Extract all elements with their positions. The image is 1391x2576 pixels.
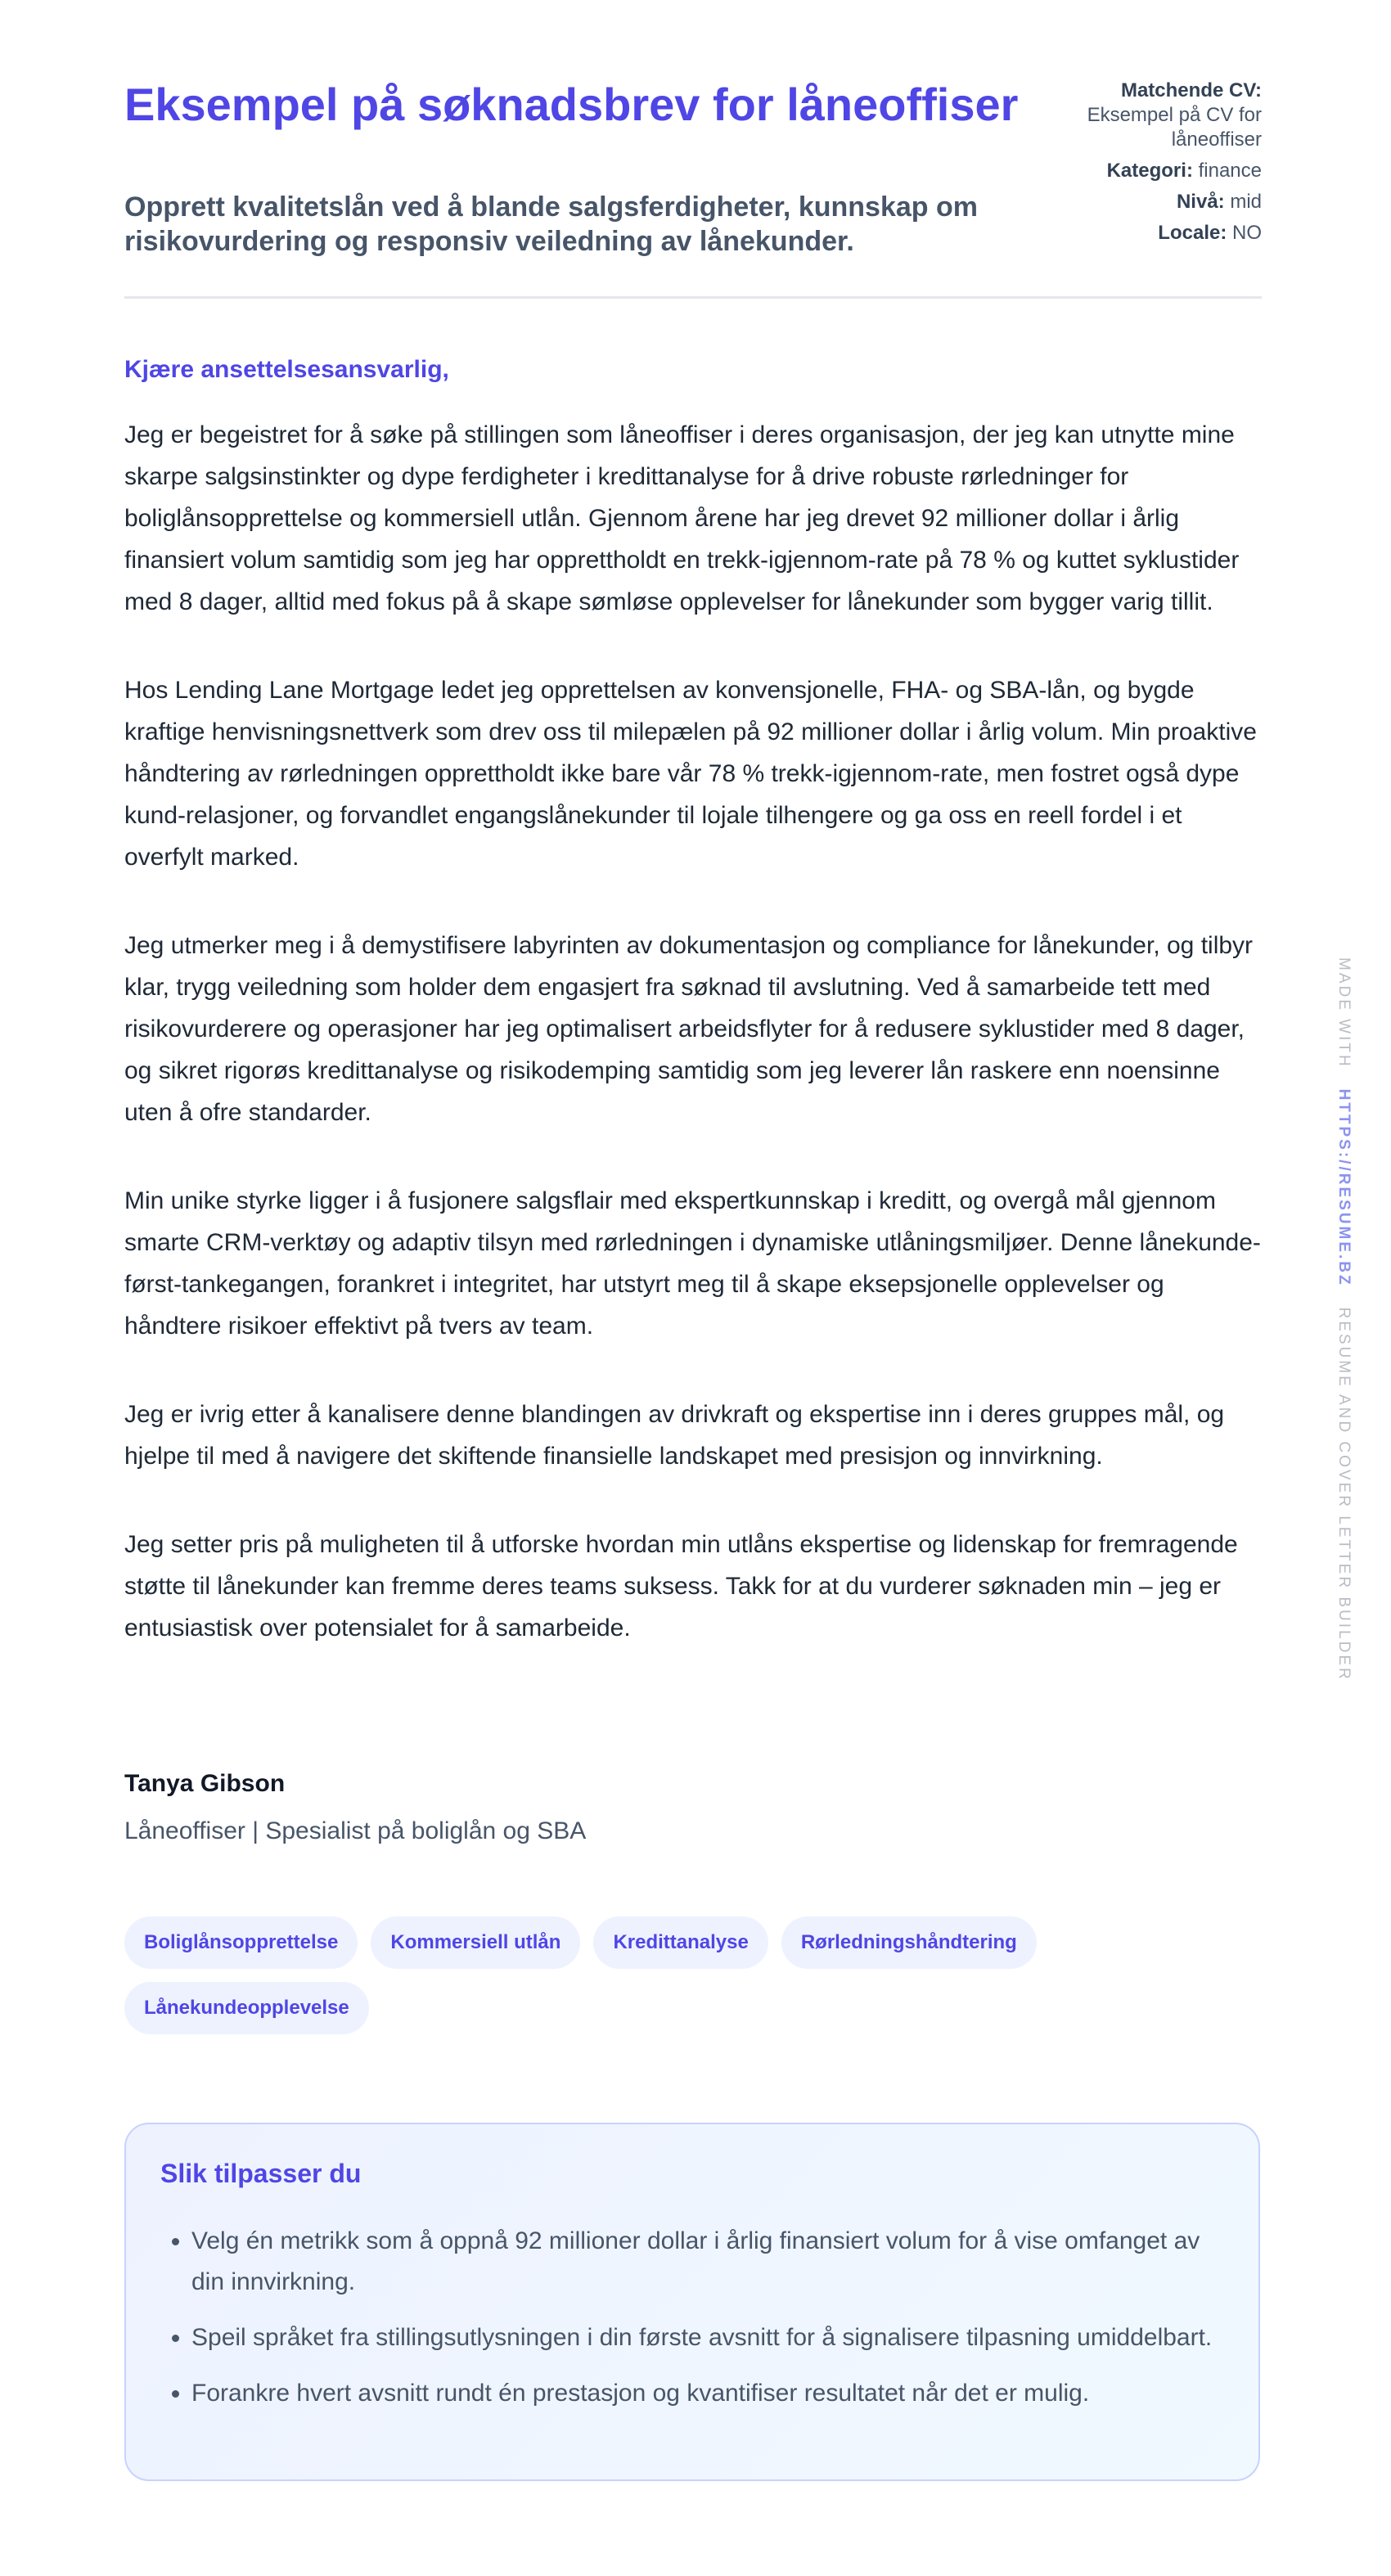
tips-title: Slik tilpasser du	[160, 2159, 362, 2188]
cover-letter-page	[124, 79, 1262, 2407]
meta-level	[1033, 190, 1262, 214]
letter-paragraph: Jeg er ivrig etter å kanalisere denne blandingen av drivkraft og ekspertise inn i deres gruppes mål, og hjelpe til med å navigere det skiftende finansielle landskapet med presisjon og innvirkning.	[124, 1401, 1225, 1470]
skill-tag: Rørledningshåndtering	[781, 1916, 1037, 1969]
signature-role: Låneoffiser | Spesialist på boliglån og SBA	[124, 1817, 587, 1844]
meta-level-label: Nivå:	[1176, 191, 1225, 213]
side-credit	[1327, 957, 1360, 1682]
letter-body	[124, 414, 1262, 1696]
meta-level-value: mid	[1230, 191, 1262, 213]
meta-cv-value: Eksempel på CV for låneoffiser	[1087, 104, 1262, 151]
letter-paragraph: Hos Lending Lane Mortgage ledet jeg opprettelsen av konvensjonelle, FHA- og SBA-lån, og bygde kraftige henvisningsnettverk som drev oss til milepælen på 92 millioner dollar i årlig volum. Min proaktive håndtering av rørledningen opprettholdt ikke bare vår 78 % trekk-igjennom-rate, men fostret også dype kund-relasjoner, og forvandlet engangslånekunder til lojale tilhengere og ga oss en reell fordel i et overfylt marked.	[124, 677, 1257, 871]
skill-tag: Kommersiell utlån	[371, 1916, 580, 1969]
letter-paragraph: Min unike styrke ligger i å fusjonere salgsflair med ekspertkunnskap i kreditt, og overgå mål gjennom smarte CRM-verktøy og adaptiv tilsyn med rørledningen i dynamiske utlåningsmiljøer. Denne lånekunde-først-tankegangen, forankret i integritet, har utstyrt meg til å skape eksepsjonelle opplevelser og håndtere risikoer effektivt på tvers av team.	[124, 1187, 1261, 1340]
credit-prefix: MADE WITH	[1335, 957, 1353, 1069]
meta-panel	[1033, 79, 1262, 252]
skill-tag: Boliglånsopprettelse	[124, 1916, 358, 1969]
meta-category-label: Kategori:	[1106, 160, 1193, 182]
tips-item: • Speil språket fra stillingsutlysningen i din første avsnitt for å signalisere tilpasning umiddelbart.	[191, 2317, 1222, 2358]
credit-text	[1335, 957, 1353, 1682]
meta-locale	[1033, 221, 1262, 245]
letter-paragraph: Jeg setter pris på muligheten til å utforske hvordan min utlåns ekspertise og lidenskap for fremragende støtte til lånekunder kan fremme deres teams suksess. Takk for at du vurderer søknaden min – jeg er entusiastisk over potensialet for å samarbeide.	[124, 1531, 1238, 1642]
credit-suffix: RESUME AND COVER LETTER BUILDER	[1335, 1307, 1353, 1682]
tips-item: • Forankre hvert avsnitt rundt én prestasjon og kvantifiser resultatet når det er mulig.	[191, 2373, 1222, 2414]
meta-cv-label: Matchende CV:	[1120, 79, 1262, 101]
meta-locale-label: Locale:	[1158, 222, 1227, 244]
tips-box	[124, 2123, 1260, 2481]
skill-tag: Lånekundeopplevelse	[124, 1982, 369, 2034]
tips-list	[160, 2221, 1222, 2429]
page-subtitle: Opprett kvalitetslån ved å blande salgsferdigheter, kunnskap om risikovurdering og responsiv veiledning av lånekunder.	[124, 191, 978, 257]
meta-category	[1033, 159, 1262, 183]
tips-item: • Velg én metrikk som å oppnå 92 millioner dollar i årlig finansiert volum for å vise omfanget av din innvirkning.	[191, 2221, 1222, 2303]
meta-matching-cv	[1033, 79, 1262, 152]
signature-name: Tanya Gibson	[124, 1770, 286, 1797]
letter-paragraph: Jeg er begeistret for å søke på stillingen som låneoffiser i deres organisasjon, der jeg kan utnytte mine skarpe salgsinstinkter og dype ferdigheter i kredittanalyse for å drive robuste rørledninger for boliglånsopprettelse og kommersiell utlån. Gjennom årene har jeg drevet 92 millioner dollar i årlig finansiert volum samtidig som jeg har opprettholdt en trekk-igjennom-rate på 78 % og kuttet syklustider med 8 dager, alltid med fokus på å skape sømløse opplevelser for lånekunder som bygger varig tillit.	[124, 421, 1240, 615]
page-title: Eksempel på søknadsbrev for låneoffiser	[124, 79, 1019, 130]
letter-paragraph: Jeg utmerker meg i å demystifisere labyrinten av dokumentasjon og compliance for lånekunder, og tilbyr klar, trygg veiledning som holder dem engasjert fra søknad til avslutning. Ved å samarbeide tett med risikovurderere og operasjoner har jeg optimalisert arbeidsflyter for å redusere syklustider med 8 dager, og sikret rigorøs kredittanalyse og risikodemping samtidig som jeg leverer lån raskere enn noensinne uten å ofre standarder.	[124, 932, 1254, 1126]
skill-tag: Kredittanalyse	[593, 1916, 768, 1969]
letter-greeting: Kjære ansettelsesansvarlig,	[124, 356, 449, 383]
meta-category-value: finance	[1198, 160, 1262, 182]
meta-locale-value: NO	[1232, 222, 1262, 244]
letter-header	[124, 79, 1262, 299]
skill-tags	[124, 1916, 1262, 2034]
credit-link[interactable]: HTTPS://RESUME.BZ	[1335, 1088, 1353, 1287]
